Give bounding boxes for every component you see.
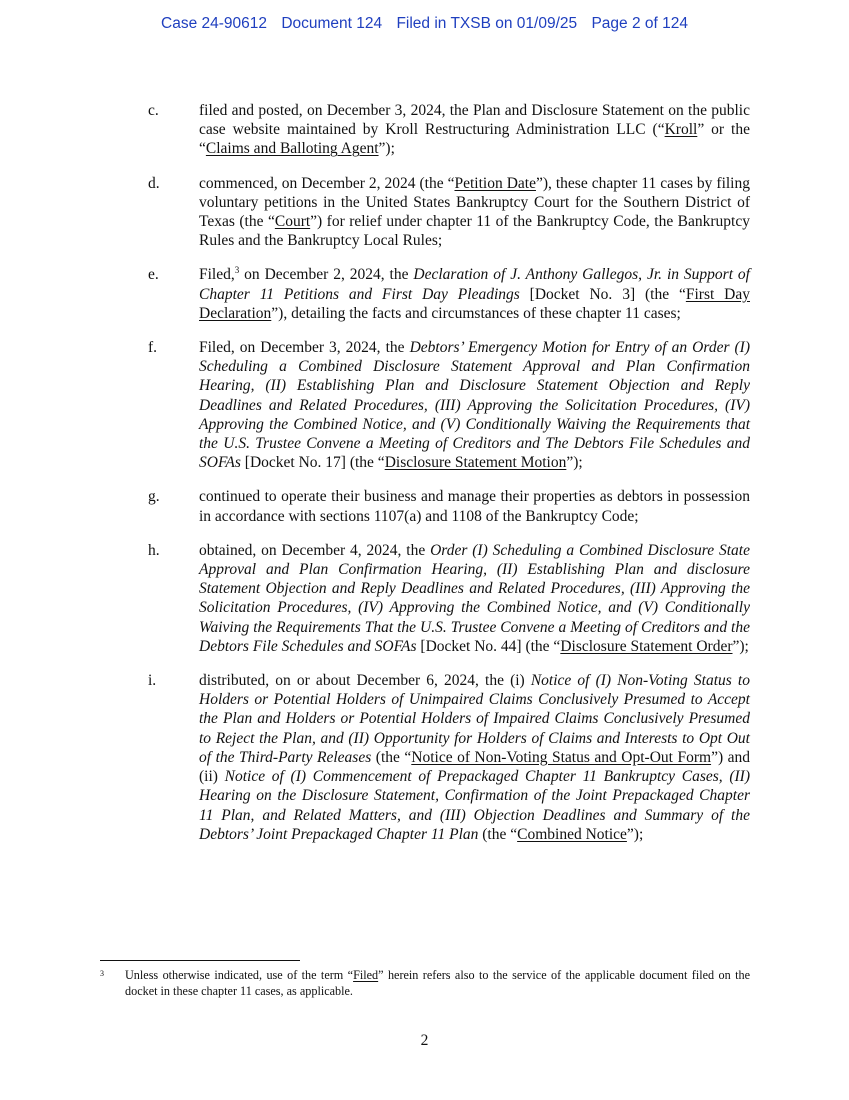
defined-term: Petition Date [454,174,536,192]
item-text: Filed,$^3$ on December 2, 2024, the Declaration of J. Anthony Gallegos, Jr. in Support of Chapter 11 Petitions and First Day Pleadings [Docket No. 3] (the “First Day Declaration”), detailing the facts and circumstances of these chapter 11 cases; [199,265,750,322]
list-item-h [148,541,750,656]
document-number: Document 124 [281,15,383,32]
list-item-d [148,174,750,251]
page-number: 2 [420,1032,429,1049]
footnote [100,968,750,999]
defined-term: Filed [353,968,379,982]
list-item-g [148,487,750,525]
list-item-e [148,265,750,323]
item-text: filed and posted, on December 3, 2024, the Plan and Disclosure Statement on the public case website maintained by Kroll Restructuring Administration LLC (“Kroll” or the “Claims and Balloting Agent”); [199,102,750,158]
list-item-i [148,671,750,844]
defined-term: Disclosure Statement Motion [384,454,567,472]
item-marker: c. [148,102,159,119]
defined-term: Court [274,213,311,231]
item-marker: i. [148,672,157,690]
page-info: Page 2 of 124 [591,15,688,32]
footnote-divider [100,960,300,961]
item-marker: g. [148,488,160,506]
footnote-mark: 3 [100,969,104,978]
filed-info: Filed in TXSB on 01/09/25 [396,15,578,32]
case-number: Case 24-90612 [161,15,268,32]
item-marker: f. [148,339,158,357]
item-marker: e. [148,266,159,284]
defined-term: Claims and Balloting Agent [205,140,379,158]
item-text: distributed, on or about December 6, 2024, the (i) Notice of (I) Non-Voting Status to Holders or Potential Holders of Unimpaired Claims Conclusively Presumed to Accept the Plan and Holders or Potential Holders of Impaired Claims Conclusively Presumed to Reject the Plan, and (II) Opportunity for Holders of Claims and Interests to Opt Out of the Third-Party Releases (the “Notice of Non-Voting Status and Opt-Out Form”) and (ii) Notice of (I) Commencement of Prepackaged Chapter 11 Bankruptcy Cases, (II) Hearing on the Disclosure Statement, Confirmation of the Joint Prepackaged Chapter 11 Plan, and Related Matters, and (III) Objection Deadlines and Summary of the Debtors’ Joint Prepackaged Chapter 11 Plan (the “Combined Notice”); [199,672,751,843]
defined-term: First Day Declaration [199,285,750,322]
defined-term: Notice of Non-Voting Status and Opt-Out Form [411,748,712,766]
item-text: commenced, on December 2, 2024 (the “Petition Date”), these chapter 11 cases by filing voluntary petitions in the United States Bankruptcy Court for the Southern District of Texas (the “Court”) for relief under chapter 11 of the Bankruptcy Code, the Bankruptcy Rules and the Bankruptcy Local Rules; [199,174,750,250]
footnote-text: Unless otherwise indicated, use of the term “Filed” herein refers also to the service of the applicable document filed on the docket in these chapter 11 cases, as applicable. [125,968,750,998]
item-marker: h. [148,541,160,559]
defined-term: Combined Notice [517,825,627,843]
list-item-c [148,101,750,159]
list-item-f [148,338,750,472]
docket-header [0,15,849,33]
recitals-list [148,101,750,859]
defined-term: Kroll [664,121,698,139]
item-text: obtained, on December 4, 2024, the Order (I) Scheduling a Combined Disclosure State Approval and Plan Confirmation Hearing, (II) Establishing Plan and disclosure Statement Objection and Reply Deadlines and Related Procedures, (III) Approving the Solicitation Procedures, (IV) Approving the Combined Notice, and (V) Conditionally Waiving the Requirements That the U.S. Trustee Convene a Meeting of Creditors and the Debtors File Schedules and SOFAs [Docket No. 44] (the “Disclosure Statement Order”); [199,541,750,655]
defined-term: Disclosure Statement Order [560,637,733,655]
item-text: continued to operate their business and manage their properties as debtors in possession in accordance with sections 1107(a) and 1108 of the Bankruptcy Code; [199,488,750,525]
item-marker: d. [148,174,160,192]
item-text: Filed, on December 3, 2024, the Debtors’ Emergency Motion for Entry of an Order (I) Scheduling a Combined Disclosure Statement Approval and Plan Confirmation Hearing, (II) Establishing Plan and Disclosure Statement Objection and Reply Deadlines and Related Procedures, (III) Approving the Solicitation Procedures, (IV) Approving the Combined Notice, and (V) Conditionally Waiving the Requirements that the U.S. Trustee Convene a Meeting of Creditors and The Debtors File Schedules and SOFAs [Docket No. 17] (the “Disclosure Statement Motion”); [199,339,750,472]
footnote-ref: 3 [234,265,240,276]
